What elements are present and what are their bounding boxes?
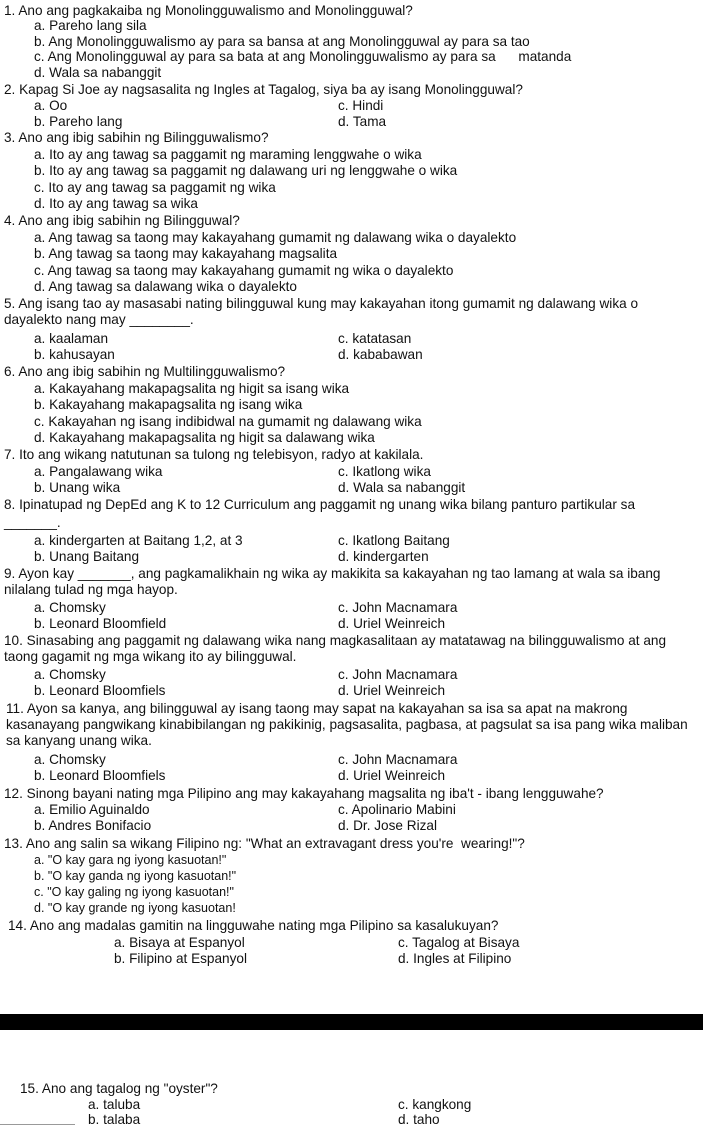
q1-option-d: d. Wala sa nabanggit: [34, 65, 162, 80]
question-12: 12. Sinong bayani nating mga Pilipino ang may kakayahang magsalita ng iba't - ibang lengguwahe?: [4, 786, 604, 801]
q6-option-d: d. Kakayahang makapagsalita ng higit sa dalawang wika: [34, 430, 375, 445]
q3-option-b: b. Ito ay ang tawag sa paggamit ng dalawang uri ng lenggwahe o wika: [34, 163, 458, 178]
question-5: 5. Ang isang tao ay masasabi nating bilingguwal kung may kakayahan itong gumamit ng dalawang wika o dayalekto nang may ________.: [4, 296, 639, 327]
q15-option-c: c. kangkong: [398, 1097, 472, 1112]
question-2: 2. Kapag Si Joe ay nagsasalita ng Ingles at Tagalog, siya ba ay isang Monolingguwal?: [4, 82, 523, 97]
q8-option-c: c. Ikatlong Baitang: [338, 533, 450, 548]
q5-option-b: b. kahusayan: [34, 347, 115, 362]
q10-option-a: a. Chomsky: [34, 667, 106, 682]
q14-option-b: b. Filipino at Espanyol: [114, 951, 247, 966]
q2-option-b: b. Pareho lang: [34, 114, 123, 129]
q14-option-a: a. Bisaya at Espanyol: [114, 935, 245, 950]
question-8: 8. Ipinatupad ng DepEd ang K to 12 Curriculum ang paggamit ng unang wika bilang panturo partikular sa: [4, 497, 636, 512]
q3-option-c: c. Ito ay ang tawag sa paggamit ng wika: [34, 180, 276, 195]
q10-option-c: c. John Macnamara: [338, 667, 458, 682]
q13-option-c: c. "O kay galing ng iyong kasuotan!": [34, 885, 234, 899]
q13-option-b: b. "O kay ganda ng iyong kasuotan!": [34, 869, 237, 883]
q7-option-d: d. Wala sa nabanggit: [338, 480, 466, 495]
q15-option-b: b. talaba: [88, 1112, 141, 1127]
q9-option-b: b. Leonard Bloomfield: [34, 616, 167, 631]
q9-option-d: d. Uriel Weinreich: [338, 616, 446, 631]
question-11: 11. Ayon sa kanya, ang bilingguwal ay isang taong may sapat na kakayahan sa isa sa apat na makrong kasanayang pangwikang kinabibilangan ng pakikinig, pagsasalita, pagbasa, at pagsulat sa isa pang wika maliban sa kanyang unang wika.: [6, 701, 688, 748]
question-7: 7. Ito ang wikang natutunan sa tulong ng telebisyon, radyo at kakilala.: [4, 447, 424, 462]
question-8-blank: _______.: [4, 515, 61, 530]
q4-option-c: c. Ang tawag sa taong may kakayahang gumamit ng wika o dayalekto: [34, 263, 454, 278]
q11-option-a: a. Chomsky: [34, 752, 106, 767]
q11-option-d: d. Uriel Weinreich: [338, 768, 446, 783]
q4-option-b: b. Ang tawag sa taong may kakayahang magsalita: [34, 246, 338, 261]
question-6: 6. Ano ang ibig sabihin ng Multilingguwalismo?: [4, 364, 286, 379]
question-15: 15. Ano ang tagalog ng "oyster"?: [20, 1081, 218, 1096]
q9-option-c: c. John Macnamara: [338, 600, 458, 615]
question-13: 13. Ano ang salin sa wikang Filipino ng: "What an extravagant dress you're wearing!"?: [4, 836, 525, 851]
q11-option-c: c. John Macnamara: [338, 752, 458, 767]
q12-option-b: b. Andres Bonifacio: [34, 818, 152, 833]
q2-option-a: a. Oo: [34, 98, 68, 113]
page-edge-line: [0, 1124, 75, 1125]
q10-option-d: d. Uriel Weinreich: [338, 683, 446, 698]
q8-option-a: a. kindergarten at Baitang 1,2, at 3: [34, 533, 243, 548]
q1-option-c: c. Ang Monolingguwal ay para sa bata at ang Monolingguwalismo ay para sa matanda: [34, 49, 572, 64]
q10-option-b: b. Leonard Bloomfiels: [34, 683, 166, 698]
q5-option-a: a. kaalaman: [34, 331, 109, 346]
q2-option-c: c. Hindi: [338, 98, 384, 113]
q6-option-c: c. Kakayahan ng isang indibidwal na gumamit ng dalawang wika: [34, 414, 422, 429]
q13-option-a: a. "O kay gara ng iyong kasuotan!": [34, 853, 227, 867]
q3-option-d: d. Ito ay ang tawag sa wika: [34, 196, 198, 211]
question-3: 3. Ano ang ibig sabihin ng Bilingguwalismo?: [4, 130, 269, 145]
q15-option-d: d. taho: [398, 1112, 440, 1127]
q1-option-b: b. Ang Monolingguwalismo ay para sa bansa at ang Monolingguwal ay para sa tao: [34, 34, 530, 49]
q11-option-b: b. Leonard Bloomfiels: [34, 768, 166, 783]
q12-option-a: a. Emilio Aguinaldo: [34, 802, 150, 817]
q15-option-a: a. taluba: [88, 1097, 141, 1112]
q9-option-a: a. Chomsky: [34, 600, 106, 615]
q4-option-a: a. Ang tawag sa taong may kakayahang gumamit ng dalawang wika o dayalekto: [34, 230, 517, 245]
q7-option-b: b. Unang wika: [34, 480, 121, 495]
question-4: 4. Ano ang ibig sabihin ng Bilingguwal?: [4, 213, 240, 228]
q12-option-d: d. Dr. Jose Rizal: [338, 818, 437, 833]
q5-option-d: d. kababawan: [338, 347, 423, 362]
q8-option-b: b. Unang Baitang: [34, 549, 140, 564]
q5-option-c: c. katatasan: [338, 331, 412, 346]
q6-option-b: b. Kakayahang makapagsalita ng isang wika: [34, 397, 303, 412]
question-14: 14. Ano ang madalas gamitin na lingguwahe nating mga Pilipino sa kasalukuyan?: [8, 918, 499, 933]
page-separator: [0, 1014, 703, 1030]
q14-option-d: d. Ingles at Filipino: [398, 951, 512, 966]
q8-option-d: d. kindergarten: [338, 549, 429, 564]
q14-option-c: c. Tagalog at Bisaya: [398, 935, 520, 950]
q12-option-c: c. Apolinario Mabini: [338, 802, 456, 817]
q4-option-d: d. Ang tawag sa dalawang wika o dayalekto: [34, 279, 297, 294]
q7-option-a: a. Pangalawang wika: [34, 464, 163, 479]
q2-option-d: d. Tama: [338, 114, 387, 129]
q1-option-a: a. Pareho lang sila: [34, 18, 147, 33]
q3-option-a: a. Ito ay ang tawag sa paggamit ng maraming lenggwahe o wika: [34, 147, 422, 162]
question-1: 1. Ano ang pagkakaiba ng Monolingguwalismo and Monolingguwal?: [4, 3, 413, 18]
question-9: 9. Ayon kay _______, ang pagkamalikhain ng wika ay makikita sa kakayahan ng tao lamang at wala sa ibang nilalang tulad ng mga hayop.: [4, 566, 661, 597]
q7-option-c: c. Ikatlong wika: [338, 464, 431, 479]
question-10: 10. Sinasabing ang paggamit ng dalawang wika nang magkasalitaan ay matatawag na bilingguwalismo at ang taong gagamit ng mga wikang ito ay bilingguwal.: [4, 633, 666, 664]
q6-option-a: a. Kakayahang makapagsalita ng higit sa isang wika: [34, 381, 350, 396]
q13-option-d: d. "O kay grande ng iyong kasuotan!: [34, 901, 236, 915]
